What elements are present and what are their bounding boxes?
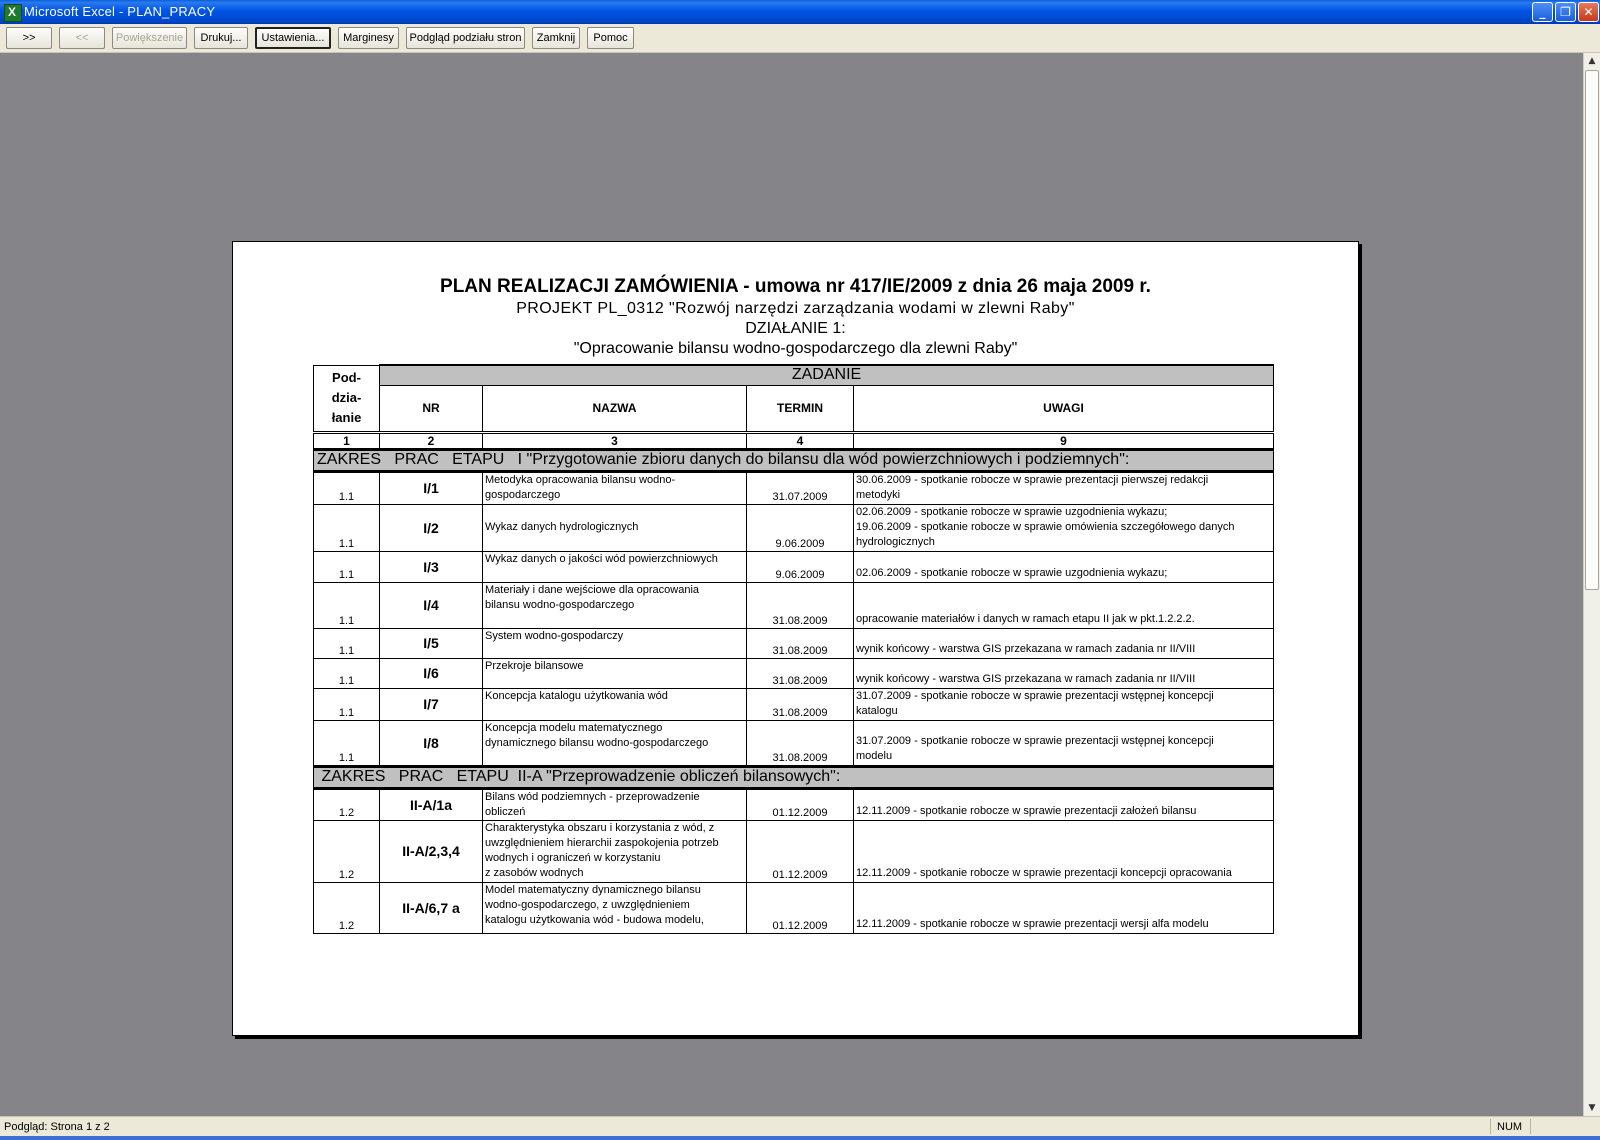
task-number-cell: I/1 bbox=[380, 471, 483, 504]
table-row bbox=[314, 551, 1274, 582]
podzialanie-cell: 1.1 bbox=[314, 504, 380, 551]
document-title: PLAN REALIZACJI ZAMÓWIENIA - umowa nr 417/IE/2009 z dnia 26 maja 2009 r. bbox=[440, 276, 1151, 297]
remarks-cell: 02.06.2009 - spotkanie robocze w sprawie uzgodnienia wykazu; bbox=[854, 551, 1274, 582]
column-number: 3 bbox=[483, 432, 747, 449]
podzialanie-cell: 1.1 bbox=[314, 551, 380, 582]
task-name-cell: Przekroje bilansowe bbox=[483, 658, 747, 688]
header-termin: TERMIN bbox=[747, 385, 854, 432]
status-divider bbox=[1490, 1119, 1491, 1134]
deadline-cell: 31.08.2009 bbox=[747, 688, 854, 720]
remarks-cell: wynik końcowy - warstwa GIS przekazana w ramach zadania nr II/VIII bbox=[854, 658, 1274, 688]
table-row bbox=[314, 688, 1274, 720]
deadline-cell: 31.08.2009 bbox=[747, 582, 854, 628]
task-name-cell: Materiały i dane wejściowe dla opracowania bilansu wodno-gospodarczego bbox=[483, 582, 747, 628]
minimize-button[interactable]: _ bbox=[1532, 2, 1553, 22]
plan-table bbox=[313, 364, 1274, 934]
task-number-cell: II-A/6,7 a bbox=[380, 882, 483, 933]
task-name-cell: Koncepcja modelu matematycznego dynamicznego bilansu wodno-gospodarczego bbox=[483, 720, 747, 766]
podzialanie-cell: 1.2 bbox=[314, 788, 380, 820]
header-nr: NR bbox=[380, 385, 483, 432]
deadline-cell: 01.12.2009 bbox=[747, 882, 854, 933]
taskbar-edge bbox=[0, 1136, 1600, 1140]
header-uwagi: UWAGI bbox=[854, 385, 1274, 432]
column-number: 4 bbox=[747, 432, 854, 449]
header-zadanie: ZADANIE bbox=[380, 365, 1274, 385]
status-text: Podgląd: Strona 1 z 2 bbox=[4, 1121, 110, 1133]
print-preview-toolbar bbox=[0, 24, 1600, 53]
section-header-row bbox=[314, 766, 1274, 788]
scroll-down-icon[interactable]: ▼ bbox=[1588, 1103, 1596, 1113]
table-row bbox=[314, 504, 1274, 551]
page-break-preview-button[interactable]: Podgląd podziału stron bbox=[406, 27, 525, 49]
task-name-cell: Bilans wód podziemnych - przeprowadzenie obliczeń bbox=[483, 788, 747, 820]
podzialanie-cell: 1.1 bbox=[314, 628, 380, 658]
zoom-button[interactable]: Powiększenie bbox=[112, 27, 187, 49]
task-name-cell: System wodno-gospodarczy bbox=[483, 628, 747, 658]
column-number: 1 bbox=[314, 432, 380, 449]
title-bar bbox=[0, 0, 1600, 24]
task-number-cell: I/8 bbox=[380, 720, 483, 766]
window-title: Microsoft Excel - PLAN_PRACY bbox=[24, 4, 216, 19]
remarks-cell: opracowanie materiałów i danych w ramach etapu II jak w pkt.1.2.2.2. bbox=[854, 582, 1274, 628]
setup-button[interactable]: Ustawienia... bbox=[255, 27, 331, 49]
action-label: DZIAŁANIE 1: bbox=[745, 320, 846, 337]
deadline-cell: 31.07.2009 bbox=[747, 471, 854, 504]
section-title: ZAKRES PRAC ETAPU II-A "Przeprowadzenie obliczeń bilansowych": bbox=[314, 766, 1274, 788]
podzialanie-cell: 1.2 bbox=[314, 820, 380, 882]
task-number-cell: I/2 bbox=[380, 504, 483, 551]
podzialanie-cell: 1.1 bbox=[314, 658, 380, 688]
deadline-cell: 9.06.2009 bbox=[747, 551, 854, 582]
remarks-cell: 12.11.2009 - spotkanie robocze w sprawie prezentacji koncepcji opracowania bbox=[854, 820, 1274, 882]
task-number-cell: I/6 bbox=[380, 658, 483, 688]
status-bar bbox=[0, 1116, 1600, 1137]
table-row bbox=[314, 788, 1274, 820]
help-button[interactable]: Pomoc bbox=[587, 27, 634, 49]
restore-button[interactable]: ❐ bbox=[1555, 2, 1576, 22]
task-name-cell: Wykaz danych hydrologicznych bbox=[483, 504, 747, 551]
scroll-up-icon[interactable]: ▲ bbox=[1588, 56, 1596, 66]
header-podzialanie: Pod- dzia- łanie bbox=[314, 365, 380, 432]
remarks-cell: 02.06.2009 - spotkanie robocze w sprawie uzgodnienia wykazu; 19.06.2009 - spotkanie robocze w sprawie omówienia szczegółowego danych hydrologicznych bbox=[854, 504, 1274, 551]
table-row bbox=[314, 582, 1274, 628]
section-title: ZAKRES PRAC ETAPU I "Przygotowanie zbioru danych do bilansu dla wód powierzchniowych i podziemnych": bbox=[314, 449, 1274, 471]
podzialanie-cell: 1.1 bbox=[314, 688, 380, 720]
podzialanie-cell: 1.2 bbox=[314, 882, 380, 933]
remarks-cell: 12.11.2009 - spotkanie robocze w sprawie prezentacji założeń bilansu bbox=[854, 788, 1274, 820]
task-number-cell: I/5 bbox=[380, 628, 483, 658]
deadline-cell: 31.08.2009 bbox=[747, 720, 854, 766]
table-row bbox=[314, 628, 1274, 658]
table-row bbox=[314, 820, 1274, 882]
deadline-cell: 01.12.2009 bbox=[747, 820, 854, 882]
header-numbers-row bbox=[314, 432, 1274, 449]
deadline-cell: 01.12.2009 bbox=[747, 788, 854, 820]
task-name-cell: Model matematyczny dynamicznego bilansu wodno-gospodarczego, z uwzględnieniem katalogu użytkowania wód - budowa modelu, bbox=[483, 882, 747, 933]
close-preview-button[interactable]: Zamknij bbox=[532, 27, 580, 49]
deadline-cell: 9.06.2009 bbox=[747, 504, 854, 551]
header-nazwa: NAZWA bbox=[483, 385, 747, 432]
vertical-scrollbar[interactable] bbox=[1583, 53, 1600, 1116]
previous-page-button[interactable]: << bbox=[59, 27, 105, 49]
task-name-cell: Metodyka opracowania bilansu wodno- gospodarczego bbox=[483, 471, 747, 504]
table-row bbox=[314, 471, 1274, 504]
margins-button[interactable]: Marginesy bbox=[338, 27, 399, 49]
deadline-cell: 31.08.2009 bbox=[747, 628, 854, 658]
task-name-cell: Koncepcja katalogu użytkowania wód bbox=[483, 688, 747, 720]
next-page-button[interactable]: >> bbox=[6, 27, 52, 49]
task-number-cell: II-A/1a bbox=[380, 788, 483, 820]
remarks-cell: wynik końcowy - warstwa GIS przekazana w ramach zadania nr II/VIII bbox=[854, 628, 1274, 658]
section-header-row bbox=[314, 449, 1274, 471]
column-number: 9 bbox=[854, 432, 1274, 449]
excel-app-icon[interactable] bbox=[4, 4, 22, 22]
task-number-cell: I/3 bbox=[380, 551, 483, 582]
task-number-cell: I/4 bbox=[380, 582, 483, 628]
table-row bbox=[314, 882, 1274, 933]
podzialanie-cell: 1.1 bbox=[314, 720, 380, 766]
header-row-1 bbox=[314, 365, 1274, 385]
task-number-cell: I/7 bbox=[380, 688, 483, 720]
preview-page[interactable] bbox=[232, 241, 1359, 1036]
task-number-cell: II-A/2,3,4 bbox=[380, 820, 483, 882]
document-subtitle: PROJEKT PL_0312 "Rozwój narzędzi zarządzania wodami w zlewni Raby" bbox=[516, 300, 1075, 317]
close-window-button[interactable]: ✕ bbox=[1578, 2, 1599, 22]
action-name: "Opracowanie bilansu wodno-gospodarczego dla zlewni Raby" bbox=[573, 340, 1018, 357]
podzialanie-cell: 1.1 bbox=[314, 582, 380, 628]
remarks-cell: 12.11.2009 - spotkanie robocze w sprawie prezentacji wersji alfa modelu bbox=[854, 882, 1274, 933]
table-row bbox=[314, 720, 1274, 766]
status-divider bbox=[1530, 1119, 1531, 1134]
remarks-cell: 31.07.2009 - spotkanie robocze w sprawie prezentacji wstępnej koncepcji modelu bbox=[854, 720, 1274, 766]
task-name-cell: Wykaz danych o jakości wód powierzchniowych bbox=[483, 551, 747, 582]
preview-workspace bbox=[0, 53, 1583, 1116]
task-name-cell: Charakterystyka obszaru i korzystania z wód, z uwzględnieniem hierarchii zaspokojenia potrzeb wodnych i ograniczeń w korzystaniu z zasobów wodnych bbox=[483, 820, 747, 882]
column-number: 2 bbox=[380, 432, 483, 449]
table-row bbox=[314, 658, 1274, 688]
remarks-cell: 31.07.2009 - spotkanie robocze w sprawie prezentacji wstępnej koncepcji katalogu bbox=[854, 688, 1274, 720]
print-button[interactable]: Drukuj... bbox=[194, 27, 248, 49]
header-row-2 bbox=[314, 385, 1274, 432]
podzialanie-cell: 1.1 bbox=[314, 471, 380, 504]
num-lock-indicator: NUM bbox=[1497, 1121, 1523, 1133]
deadline-cell: 31.08.2009 bbox=[747, 658, 854, 688]
remarks-cell: 30.06.2009 - spotkanie robocze w sprawie prezentacji pierwszej redakcji metodyki bbox=[854, 471, 1274, 504]
scroll-thumb[interactable] bbox=[1585, 70, 1599, 590]
